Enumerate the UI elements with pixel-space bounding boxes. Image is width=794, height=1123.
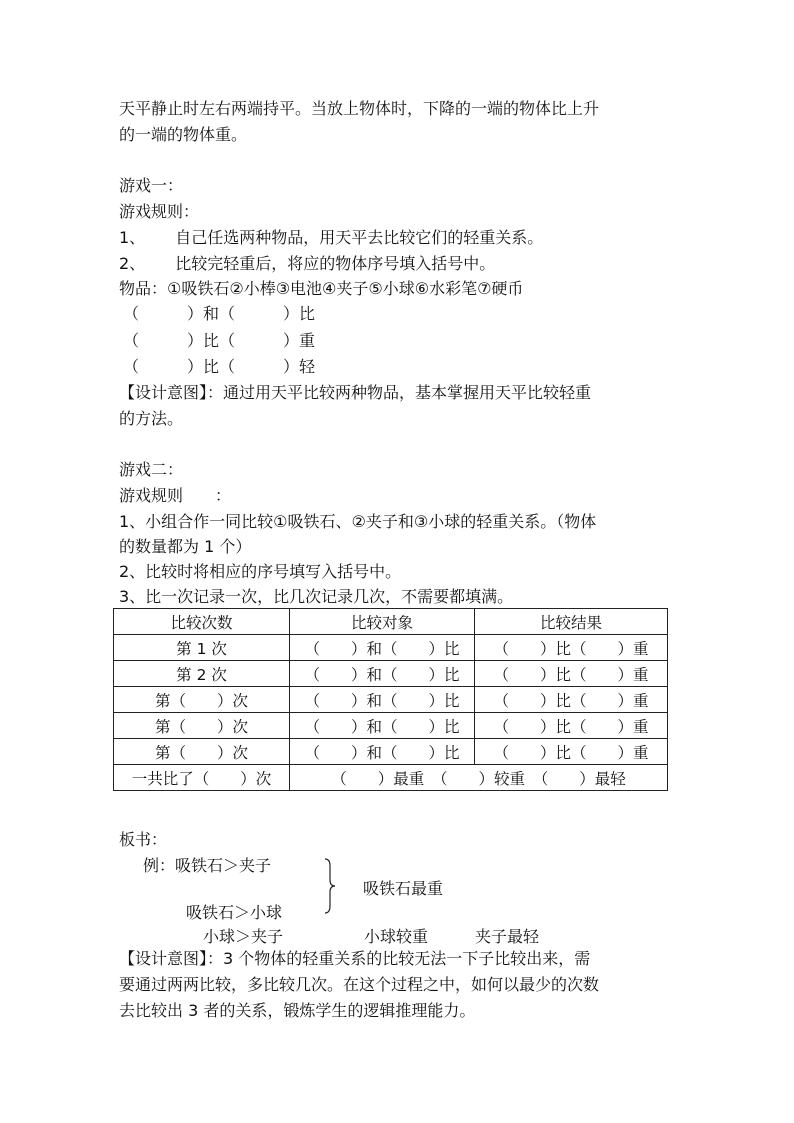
game1-intent-line-1: 【设计意图】：通过用天平比较两种物品，基本掌握用天平比较轻重 bbox=[119, 383, 592, 402]
board-line-3: 小球＞夹子 bbox=[203, 927, 284, 946]
game1-rule-1 bbox=[119, 225, 543, 251]
brace-icon bbox=[323, 858, 337, 914]
game1-rules-title: 游戏规则： bbox=[119, 202, 200, 221]
game2-rule-3: 3、比一次记录一次，比几次记录几次，不需要都填满。 bbox=[119, 587, 514, 606]
game2-rule-1-line-1: 1、小组合作一同比较①吸铁石、②夹子和③小球的轻重关系。（物体 bbox=[119, 512, 597, 531]
table-cell: （ ）和（ ）比 bbox=[290, 713, 475, 739]
table-cell: （ ）比（ ）重 bbox=[475, 713, 668, 739]
table-header-row bbox=[114, 609, 668, 635]
table-cell: 第 2 次 bbox=[114, 661, 290, 687]
game2-rule-1-line-2: 的数量都为 1 个） bbox=[119, 537, 252, 556]
rule-text: 自己任选两种物品，用天平去比较它们的轻重关系。 bbox=[175, 228, 544, 247]
table-header: 比较结果 bbox=[475, 609, 668, 635]
comparison-table bbox=[113, 608, 668, 791]
intent2-line-1: 【设计意图】：3 个物体的轻重关系的比较无法一下子比较出来，需 bbox=[119, 949, 591, 968]
rule-text: 比较完轻重后，将应的物体序号填入括号中。 bbox=[175, 254, 496, 273]
game1-blank-1: （ ）和（ ）比 bbox=[123, 304, 316, 323]
table-header: 比较次数 bbox=[114, 609, 290, 635]
game1-intent-line-2: 的方法。 bbox=[119, 409, 184, 428]
rule-number: 2、 bbox=[119, 254, 146, 273]
table-cell: 第（ ）次 bbox=[114, 739, 290, 765]
game2-rules-title: 游戏规则 ： bbox=[119, 486, 232, 505]
table-cell: （ ）和（ ）比 bbox=[290, 661, 475, 687]
table-cell: （ ）比（ ）重 bbox=[475, 635, 668, 661]
table-row bbox=[114, 635, 668, 661]
table-cell: 第（ ）次 bbox=[114, 687, 290, 713]
table-cell: 第 1 次 bbox=[114, 635, 290, 661]
table-cell: （ ）和（ ）比 bbox=[290, 687, 475, 713]
game1-items: 物品：①吸铁石②小棒③电池④夹子⑤小球⑥水彩笔⑦硬币 bbox=[119, 279, 524, 298]
game2-title: 游戏二： bbox=[119, 460, 184, 479]
intent2-line-2: 要通过两两比较，多比较几次。在这个过程之中，如何以最少的次数 bbox=[119, 975, 600, 994]
board-mid: 小球较重 bbox=[364, 927, 429, 946]
table-row bbox=[114, 661, 668, 687]
table-footer-result: （ ）最重 （ ）较重 （ ）最轻 bbox=[290, 765, 668, 791]
table-footer-row bbox=[114, 765, 668, 791]
table-cell: （ ）和（ ）比 bbox=[290, 739, 475, 765]
intro-line-2: 的一端的物体重。 bbox=[119, 125, 248, 144]
intent2-line-3: 去比较出 3 者的关系，锻炼学生的逻辑推理能力。 bbox=[119, 1001, 476, 1020]
game1-title: 游戏一： bbox=[119, 176, 184, 195]
board-light: 夹子最轻 bbox=[475, 927, 540, 946]
table-header: 比较对象 bbox=[290, 609, 475, 635]
board-title: 板书： bbox=[119, 830, 168, 849]
table-cell: （ ）比（ ）重 bbox=[475, 739, 668, 765]
game1-rule-2 bbox=[119, 251, 495, 277]
table-cell: （ ）比（ ）重 bbox=[475, 661, 668, 687]
table-cell: （ ）和（ ）比 bbox=[290, 635, 475, 661]
table-footer-count: 一共比了（ ）次 bbox=[114, 765, 290, 791]
game1-blank-3: （ ）比（ ）轻 bbox=[123, 357, 316, 376]
board-example: 例：吸铁石＞夹子 bbox=[143, 856, 272, 875]
game2-rule-2: 2、比较时将相应的序号填写入括号中。 bbox=[119, 562, 402, 581]
game1-blank-2: （ ）比（ ）重 bbox=[123, 331, 316, 350]
rule-number: 1、 bbox=[119, 228, 146, 247]
board-conclusion: 吸铁石最重 bbox=[363, 879, 444, 898]
table-cell: 第（ ）次 bbox=[114, 713, 290, 739]
table-row bbox=[114, 687, 668, 713]
intro-line-1: 天平静止时左右两端持平。当放上物体时，下降的一端的物体比上升 bbox=[119, 99, 600, 118]
table-row bbox=[114, 713, 668, 739]
table-row bbox=[114, 739, 668, 765]
table-cell: （ ）比（ ）重 bbox=[475, 687, 668, 713]
board-line-2: 吸铁石＞小球 bbox=[186, 903, 283, 922]
